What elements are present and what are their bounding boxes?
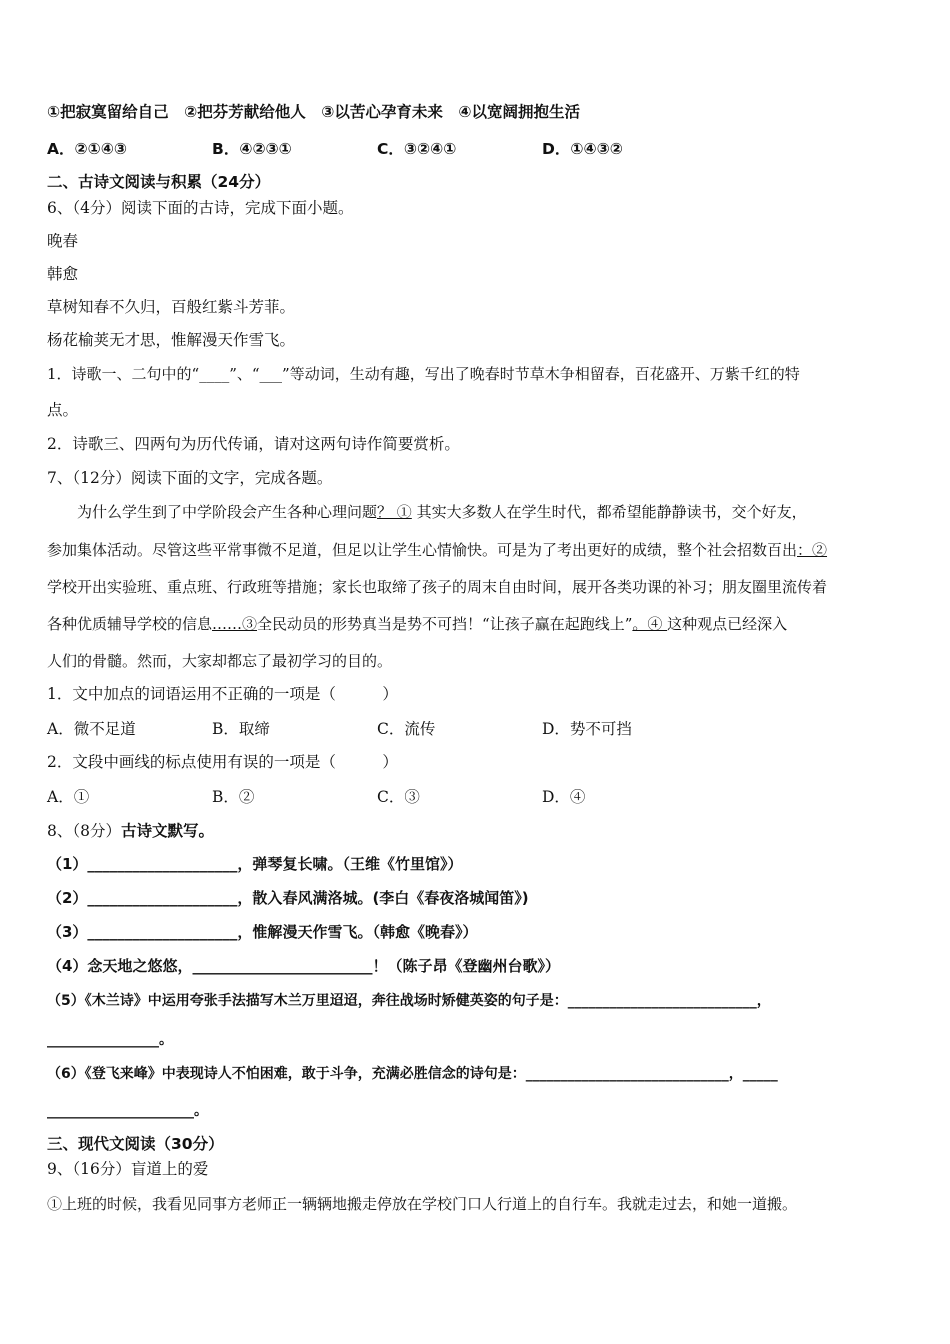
- q9-para-1: ①上班的时候，我看见同事方老师正一辆辆地搬走停放在学校门口人行道上的自行车。我就走过去，和她一道搬。: [47, 1195, 798, 1213]
- q7-sub1: 1．文中加点的词语运用不正确的一项是（ ）: [47, 685, 398, 703]
- q7-sub2: 2．文段中画线的标点使用有误的一项是（ ）: [47, 753, 398, 771]
- poem-line-1: 草树知春不久归，百般红紫斗芳菲。: [47, 298, 296, 316]
- q8-line-6b: _____________________。: [47, 1103, 208, 1119]
- q7-p1-text-b: 其实大多数人在学生时代，都希望能静静读书，交个好友，: [411, 503, 807, 521]
- q9-stem: 9、（16分）盲道上的爱: [47, 1160, 209, 1178]
- q8-line-5b: ________________。: [47, 1032, 173, 1048]
- poem-author: 韩愈: [47, 265, 79, 283]
- q5-option-a: A．②①④③: [47, 140, 127, 158]
- q8-line-1: （1）____________________，弹琴复长啸。（王维《竹里馆》）: [47, 855, 463, 873]
- q5-choices: ①把寂寞留给自己 ②把芬芳献给他人 ③以苦心孕育未来 ④以宽阔拥抱生活: [47, 103, 580, 121]
- q7-sub2-option-c: C．③: [377, 788, 420, 806]
- q7-para-line2: [47, 540, 827, 560]
- punct-mark-1: ？ ①: [377, 503, 412, 521]
- q7-para-line3: 学校开出实验班、重点班、行政班等措施；家长也取缔了孩子的周末自由时间，展开各类功课的补习；朋友圈里流传着: [47, 578, 828, 596]
- punct-mark-2: ：②: [797, 541, 828, 559]
- q7-para-line1: [77, 502, 807, 522]
- q7-p4-text-b: 全民动员的形势真当是势不可挡！“让孩子赢在起跑线上”: [257, 615, 633, 633]
- q8-line-4: （4）念天地之悠悠，________________________！（陈子昂《登幽州台歌》）: [47, 957, 560, 975]
- section-2-heading: 二、古诗文阅读与积累（24分）: [47, 173, 271, 191]
- q8-stem: [47, 821, 214, 841]
- q6-sub1-line2: 点。: [47, 401, 79, 419]
- poem-line-2: 杨花榆荚无才思，惟解漫天作雪飞。: [47, 331, 296, 349]
- q7-para-line4: [47, 614, 787, 634]
- q7-sub2-option-d: D．④: [542, 788, 586, 806]
- q8-line-3: （3）____________________，惟解漫天作雪飞。（韩愈《晚春》）: [47, 923, 478, 941]
- poem-title: 晚春: [47, 232, 79, 250]
- q5-option-c: C．③②④①: [377, 140, 457, 158]
- q7-p1-text-a: 为什么学生到了中学阶段会产生各种心理问题: [77, 503, 378, 521]
- q7-sub2-option-b: B．②: [212, 788, 255, 806]
- q8-line-2: （2）____________________，散入春风满洛城。(李白《春夜洛城闻笛》): [47, 889, 529, 907]
- q6-stem: 6、（4分）阅读下面的古诗，完成下面小题。: [47, 199, 354, 217]
- q5-option-d: D．①④③②: [542, 140, 623, 158]
- q8-line-6a: （6）《登飞来峰》中表现诗人不怕困难，敢于斗争，充满必胜信念的诗句是：_____________________________，_____: [47, 1066, 778, 1082]
- q7-sub1-option-c: C．流传: [377, 720, 436, 738]
- q7-p4-text-c: 这种观点已经深入: [667, 615, 788, 633]
- q7-sub1-option-d: D．势不可挡: [542, 720, 632, 738]
- q7-stem: 7、（12分）阅读下面的文字，完成各题。: [47, 469, 333, 487]
- q6-sub2: 2．诗歌三、四两句为历代传诵，请对这两句诗作简要赏析。: [47, 435, 460, 453]
- punct-mark-4: 。④: [632, 615, 668, 633]
- q7-sub1-option-b: B．取缔: [212, 720, 270, 738]
- q7-para-line5: 人们的骨髓。然而，大家却都忘了最初学习的目的。: [47, 652, 393, 670]
- q8-line-5a: （5）《木兰诗》中运用夸张手法描写木兰万里迢迢，奔往战场时矫健英姿的句子是：___________________________，: [47, 993, 771, 1009]
- q7-p2-text-a: 参加集体活动。尽管这些平常事微不足道，但足以让学生心情愉快。可是为了考出更好的成绩，整个社会招数百出: [47, 541, 798, 559]
- q7-sub2-option-a: A．①: [47, 788, 90, 806]
- q6-sub1-line1: 1．诗歌一、二句中的“____”、“___”等动词，生动有趣，写出了晚春时节草木争相留春，百花盛开、万紫千红的特: [47, 365, 800, 383]
- q7-p4-text-a: 各种优质辅导学校的信息: [47, 615, 213, 633]
- q8-stem-points: 8、（8分）: [47, 822, 121, 840]
- q5-option-b: B．④②③①: [212, 140, 292, 158]
- q8-stem-title: 古诗文默写。: [120, 822, 214, 840]
- section-3-heading: 三、现代文阅读（30分）: [47, 1135, 224, 1153]
- punct-mark-3: ……③: [212, 615, 258, 633]
- q7-sub1-option-a: A．微不足道: [47, 720, 136, 738]
